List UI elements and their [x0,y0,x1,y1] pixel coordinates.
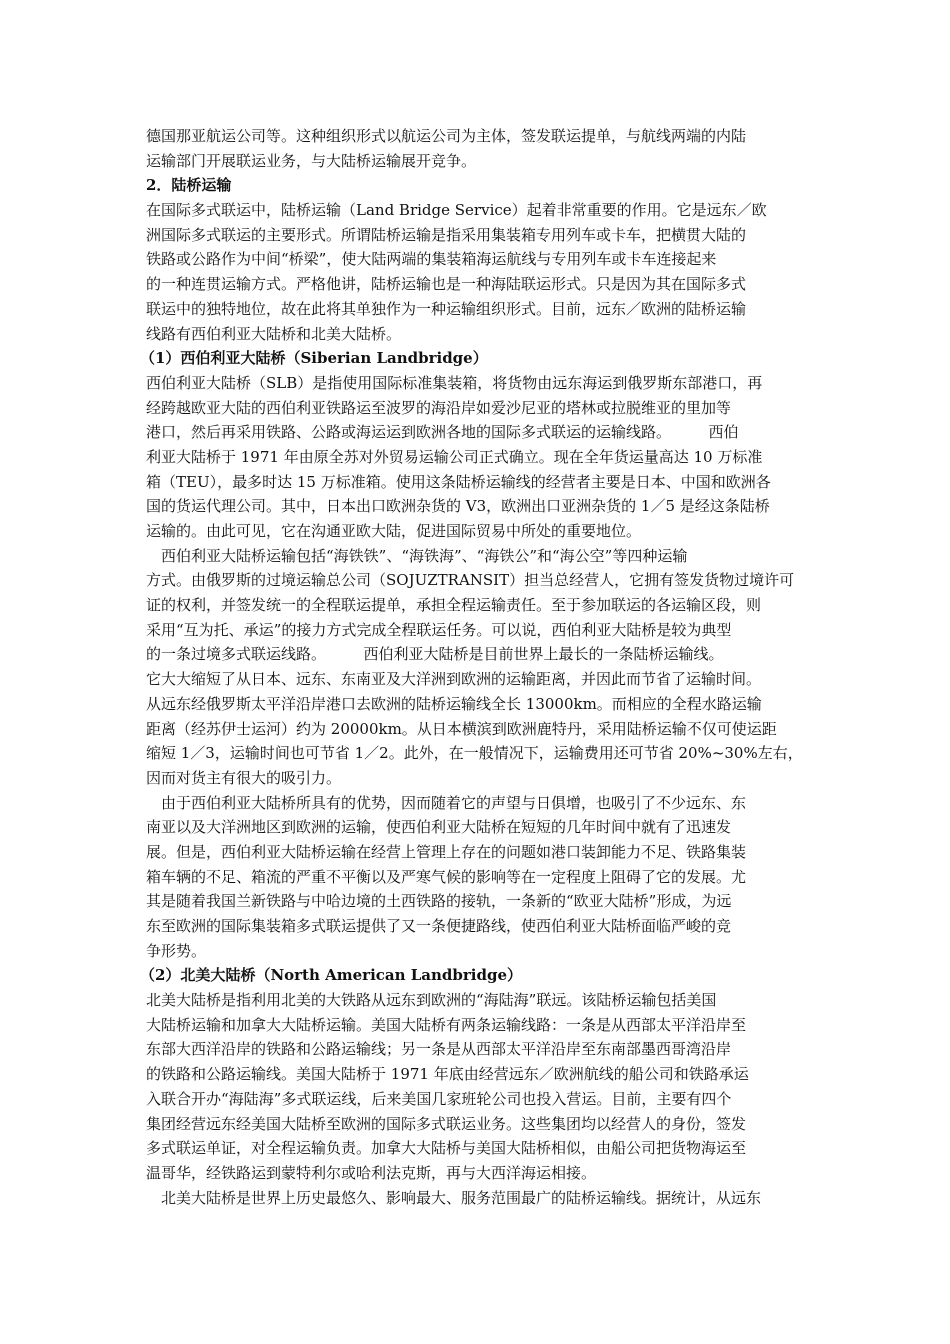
text-line: 铁路或公路作为中间“桥梁”，使大陆两端的集装箱海运航线与专用列车或卡车连接起来 [146,250,717,269]
text-line: 它大大缩短了从日本、远东、东南亚及大洋洲到欧洲的运输距离，并因此而节省了运输时间。 [146,670,762,689]
text-line: 利亚大陆桥于 1971 年由原全苏对外贸易运输公司正式确立。现在全年货运量高达 10 万标准 [146,447,763,466]
text-line: 西伯利亚大陆桥（SLB）是指使用国际标准集装箱，将货物由远东海运到俄罗斯东部港口，再 [146,373,763,392]
text-line: 由于西伯利亚大陆桥所具有的优势，因而随着它的声望与日俱增，也吸引了不少远东、东 [146,793,747,812]
text-line: 距离（经苏伊士运河）约为 20000km。从日本横滨到欧洲鹿特丹，采用陆桥运输不仅可使运距 [146,719,777,738]
subheading-north-american-landbridge: （2）北美大陆桥（North American Landbridge） [140,966,523,985]
text-line: 德国那亚航运公司等。这种组织形式以航运公司为主体，签发联运提单，与航线两端的内陆 [146,127,747,145]
section-heading-land-bridge: 2．陆桥运输 [146,176,232,195]
text-line: 从远东经俄罗斯太平洋沿岸港口去欧洲的陆桥运输线全长 13000km。而相应的全程水路运输 [146,694,762,713]
text-line: 运输部门开展联运业务，与大陆桥运输展开竞争。 [146,151,477,170]
text-line: 东至欧洲的国际集装箱多式联运提供了又一条便捷路线，使西伯利亚大陆桥面临严峻的竞 [146,917,732,935]
text-line: 展。但是，西伯利亚大陆桥运输在经营上管理上存在的问题如港口装卸能力不足、铁路集装 [146,842,747,861]
text-line: 箱（TEU），最多时达 15 万标准箱。使用这条陆桥运输线的经营者主要是日本、中国和欧洲各 [146,472,771,491]
text-line: 争形势。 [146,941,207,960]
text-line: 方式。由俄罗斯的过境运输总公司（SOJUZTRANSIT）担当总经营人，它拥有签发货物过境许可 [146,571,795,590]
text-line: 其是随着我国兰新铁路与中哈边境的土西铁路的接轨，一条新的“欧亚大陆桥”形成，为远 [146,892,732,911]
text-line: 联运中的独特地位，故在此将其单独作为一种运输组织形式。目前，远东／欧洲的陆桥运输 [146,299,747,318]
text-line: 因而对货主有很大的吸引力。 [146,768,342,787]
text-line: 多式联运单证，对全程运输负责。加拿大大陆桥与美国大陆桥相似，由船公司把货物海运至 [146,1139,747,1158]
text-line: 南亚以及大洋洲地区到欧洲的运输，使西伯利亚大陆桥在短短的几年时间中就有了迅速发 [146,818,732,837]
text-line: 国的货运代理公司。其中，日本出口欧洲杂货的 V3，欧洲出口亚洲杂货的 1／5 是经这条陆桥 [146,497,770,516]
document-page [140,124,812,1210]
text-line: 北美大陆桥是世界上历史最悠久、影响最大、服务范围最广的陆桥运输线。据统计，从远东 [146,1188,762,1207]
text-line: 温哥华，经铁路运到蒙特利尔或哈利法克斯，再与大西洋海运相接。 [146,1163,597,1182]
text-line: 在国际多式联运中，陆桥运输（Land Bridge Service）起着非常重要的作用。它是远东／欧 [146,201,767,220]
text-line: 入联合开办“海陆海”多式联运线，后来美国几家班轮公司也投入营运。目前，主要有四个 [146,1089,732,1108]
text-line: 运输的。由此可见，它在沟通亚欧大陆，促进国际贸易中所处的重要地位。 [146,522,642,540]
text-line: 经跨越欧亚大陆的西伯利亚铁路运至波罗的海沿岸如爱沙尼亚的塔林或拉脱维亚的里加等 [146,398,732,417]
text-line: 东部大西洋沿岸的铁路和公路运输线；另一条是从西部太平洋沿岸至东南部墨西哥湾沿岸 [146,1040,732,1059]
text-line: 港口，然后再采用铁路、公路或海运运到欧洲各地的国际多式联运的运输线路。 西伯 [146,423,739,442]
text-line: 洲国际多式联运的主要形式。所谓陆桥运输是指采用集装箱专用列车或卡车，把横贯大陆的 [146,225,747,244]
text-line: 北美大陆桥是指利用北美的大铁路从远东到欧洲的“海陆海”联远。该陆桥运输包括美国 [146,991,717,1010]
text-line: 采用“互为托、承运”的接力方式完成全程联运任务。可以说，西伯利亚大陆桥是较为典型 [146,620,732,639]
text-line: 的一条过境多式联运线路。 西伯利亚大陆桥是目前世界上最长的一条陆桥运输线。 [146,645,724,664]
text-line: 线路有西伯利亚大陆桥和北美大陆桥。 [146,324,402,343]
text-line: 集团经营远东经美国大陆桥至欧洲的国际多式联运业务。这些集团均以经营人的身份，签发 [146,1114,747,1133]
subheading-siberian-landbridge: （1）西伯利亚大陆桥（Siberian Landbridge） [140,349,488,368]
text-line: 大陆桥运输和加拿大大陆桥运输。美国大陆桥有两条运输线路：一条是从西部太平洋沿岸至 [146,1015,747,1034]
text-line: 的铁路和公路运输线。美国大陆桥于 1971 年底由经营远东／欧洲航线的船公司和铁路承运 [146,1065,749,1084]
text-line: 证的权利，并签发统一的全程联运提单，承担全程运输责任。至于参加联运的各运输区段，则 [146,596,762,615]
text-line: 缩短 1／3，运输时间也可节省 1／2。此外，在一般情况下，运输费用还可节省 20%~30%左右， [146,744,803,763]
text-line: 箱车辆的不足、箱流的严重不平衡以及严寒气候的影响等在一定程度上阻碍了它的发展。尤 [146,867,747,886]
text-line: 的一种连贯运输方式。严格他讲，陆桥运输也是一种海陆联运形式。只是因为其在国际多式 [146,275,747,294]
text-line: 西伯利亚大陆桥运输包括“海铁铁”、“海铁海”、“海铁公”和“海公空”等四种运输 [146,546,688,565]
